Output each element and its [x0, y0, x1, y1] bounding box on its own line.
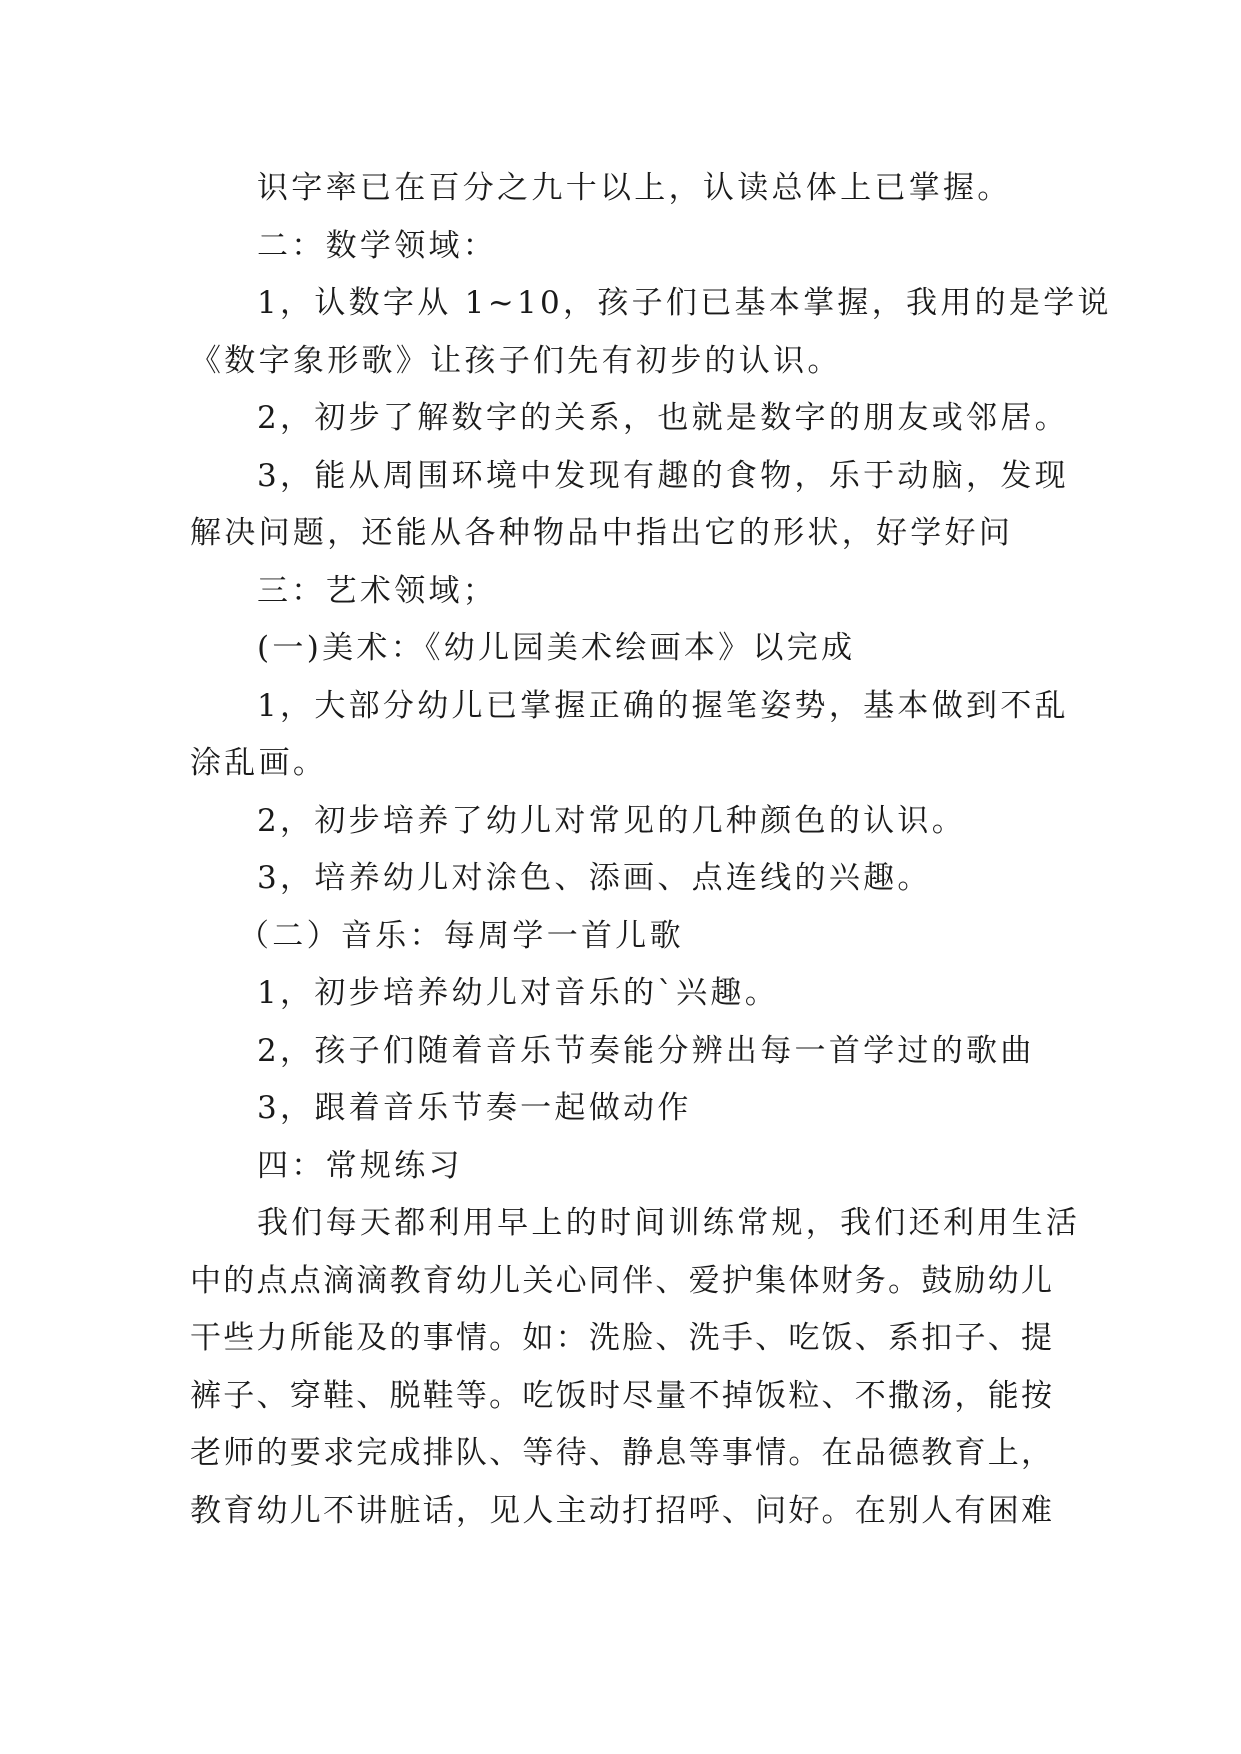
- paragraph-line: 2，初步培养了幼儿对常见的几种颜色的认识。: [257, 802, 967, 839]
- paragraph-line: 1，初步培养幼儿对音乐的`兴趣。: [257, 975, 780, 1011]
- paragraph-line: 教育幼儿不讲脏话，见人主动打招呼、问好。在别人有困难: [190, 1492, 1052, 1529]
- paragraph-line: 裤子、穿鞋、脱鞋等。吃饭时尽量不掉饭粒、不撒汤，能按: [190, 1377, 1052, 1414]
- paragraph-line: 1，大部分幼儿已掌握正确的握笔姿势，基本做到不乱: [257, 687, 1069, 724]
- paragraph-line: 识字率已在百分之九十以上，认读总体上已掌握。: [257, 170, 1012, 206]
- section-heading-art: 三：艺术领域；: [257, 572, 498, 609]
- paragraph-line: 解决问题，还能从各种物品中指出它的形状，好学好问: [190, 515, 1014, 551]
- subsection-heading-music: （二）音乐：每周学一首儿歌: [238, 917, 684, 954]
- paragraph-line: 3，能从周围环境中发现有趣的食物，乐于动脑，发现: [257, 457, 1069, 494]
- paragraph-line: 2，初步了解数字的关系，也就是数字的朋友或邻居。: [257, 400, 1069, 436]
- subsection-heading-fine-art: (一)美术：《幼儿园美术绘画本》以完成: [257, 630, 856, 666]
- document-body: [190, 160, 1112, 1540]
- paragraph-line: 3，培养幼儿对涂色、添画、点连线的兴趣。: [257, 860, 932, 896]
- paragraph-line: 1，认数字从 1~10，孩子们已基本掌握，我用的是学说: [257, 285, 1112, 321]
- paragraph-line: 老师的要求完成排队、等待、静息等事情。在品德教育上，: [190, 1435, 1052, 1471]
- paragraph-line: 中的点点滴滴教育幼儿关心同伴、爱护集体财务。鼓励幼儿: [190, 1262, 1052, 1299]
- paragraph-line: 3，跟着音乐节奏一起做动作: [257, 1090, 692, 1126]
- paragraph-line: 2，孩子们随着音乐节奏能分辨出每一首学过的歌曲: [257, 1032, 1035, 1069]
- paragraph-line: 涂乱画。: [190, 745, 328, 781]
- section-heading-math: 二：数学领域：: [257, 227, 498, 264]
- paragraph-line: 干些力所能及的事情。如：洗脸、洗手、吃饭、系扣子、提: [190, 1320, 1052, 1356]
- paragraph-line: 《数字象形歌》让孩子们先有初步的认识。: [190, 342, 842, 379]
- section-heading-routine: 四：常规练习: [257, 1147, 463, 1184]
- paragraph-line: 我们每天都利用早上的时间训练常规，我们还利用生活: [257, 1205, 1081, 1241]
